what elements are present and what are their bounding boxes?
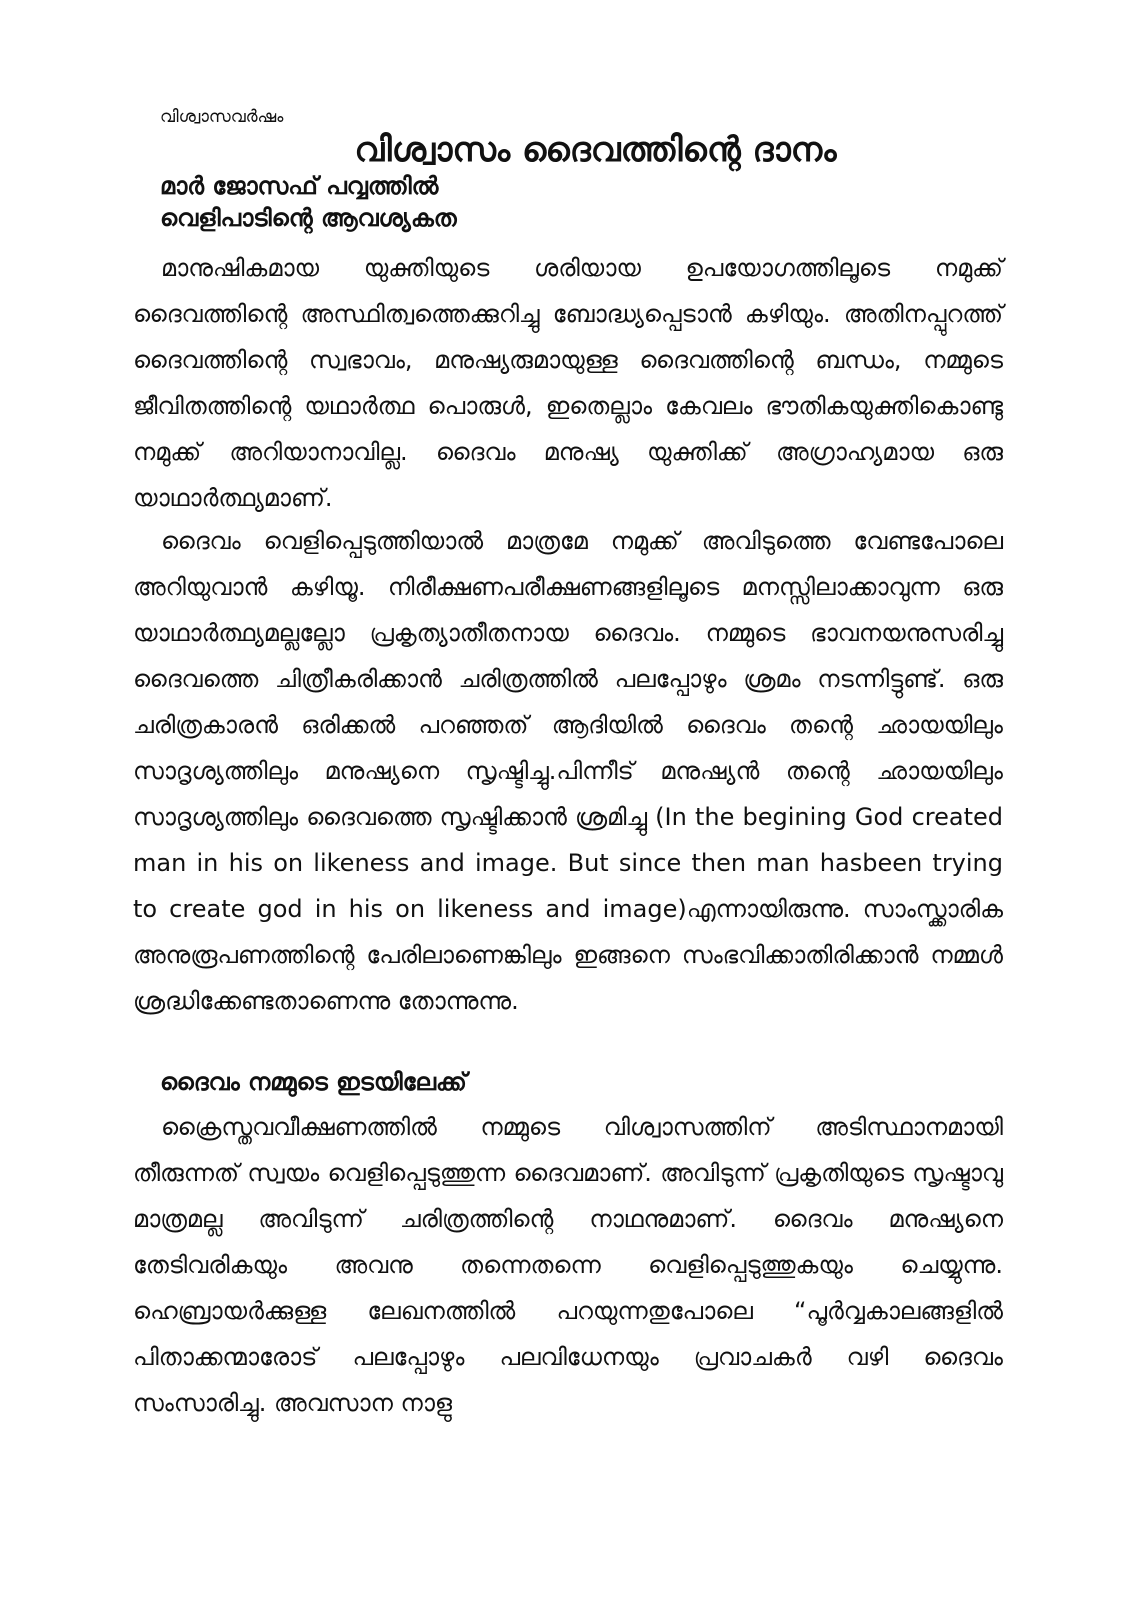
paragraph: ദൈവം വെളിപ്പെടുത്തിയാൽ മാത്രമേ നമുക്ക് അവിടുത്തെ വേണ്ടപോലെ അറിയുവാൻ കഴിയൂ. നിരീക്ഷണപരീക്ഷണങ്ങളിലൂടെ മനസ്സിലാക്കാവുന്ന ഒരു യാഥാർത്ഥ്യമല്ലല്ലോ പ്രകൃത്യാതീതനായ ദൈവം. നമ്മുടെ ഭാവനയനുസരിച്ചു ദൈവത്തെ ചിത്രീകരിക്കാൻ ചരിത്രത്തിൽ പലപ്പോഴും ശ്രമം നടന്നിട്ടുണ്ട്. ഒരു ചരിത്രകാരൻ ഒരിക്കൽ പറഞ്ഞത് ആദിയിൽ ദൈവം തന്റെ ഛായയിലും സാദൃശ്യത്തിലും മനുഷ്യനെ സൃഷ്ടിച്ചു.പിന്നീട് മനുഷ്യൻ തന്റെ ഛായയിലും സാദൃശ്യത്തിലും ദൈവത്തെ സൃഷ്ടിക്കാൻ ശ്രമിച്ചു (In the begining God created man in his on likeness and image. But since then man hasbeen trying to create god in his on likeness and image)എന്നായിരുന്നു. സാംസ്ക്കാരിക അനുരൂപണത്തിന്റെ പേരിലാണെങ്കിലും ഇങ്ങനെ സംഭവിക്കാതിരിക്കാൻ നമ്മൾ ശ്രദ്ധിക്കേണ്ടതാണെന്നു തോന്നുന്നു. bbox=[133, 527, 1003, 1015]
paragraph: മാനുഷികമായ യുക്തിയുടെ ശരിയായ ഉപയോഗത്തിലൂടെ നമുക്ക് ദൈവത്തിന്റെ അസ്ഥിത്വത്തെക്കുറിച്ചു ബോദ്ധ്യപ്പെടാൻ കഴിയും. അതിനപ്പുറത്ത് ദൈവത്തിന്റെ സ്വഭാവം, മനുഷ്യരുമായുള്ള ദൈവത്തിന്റെ ബന്ധം, നമ്മുടെ ജീവിതത്തിന്റെ യഥാർത്ഥ പൊരുൾ, ഇതെല്ലാം കേവലം ഭൗതികയുക്തികൊണ്ടു നമുക്ക് അറിയാനാവില്ല. ദൈവം മനുഷ്യ യുക്തിക്ക് അഗ്രാഹ്യമായ ഒരു യാഥാർത്ഥ്യമാണ്. bbox=[133, 254, 1003, 512]
section-heading: ദൈവം നമ്മുടെ ഇടയിലേക്ക് bbox=[160, 1068, 467, 1096]
section-heading: വെളിപാടിന്റെ ആവശ്യകത bbox=[160, 204, 457, 232]
series-label: വിശ്വാസവർഷം bbox=[160, 107, 284, 127]
author-name: മാർ ജോസഫ് പവ്വത്തിൽ bbox=[160, 172, 439, 200]
article-title: വിശ്വാസം ദൈവത്തിന്റെ ദാനം bbox=[354, 130, 837, 170]
paragraph: ക്രൈസ്തവവീക്ഷണത്തിൽ നമ്മുടെ വിശ്വാസത്തിന് അടിസ്ഥാനമായി തീരുന്നത് സ്വയം വെളിപ്പെടുത്തുന്ന ദൈവമാണ്. അവിടുന്ന് പ്രകൃതിയുടെ സൃഷ്ടാവു മാത്രമല്ല അവിടുന്ന് ചരിത്രത്തിന്റെ നാഥനുമാണ്. ദൈവം മനുഷ്യനെ തേടിവരികയും അവനു തന്നെതന്നെ വെളിപ്പെടുത്തുകയും ചെയ്യുന്നു. ഹെബ്രായർക്കുള്ള ലേഖനത്തിൽ പറയുന്നതുപോലെ “പൂർവ്വകാലങ്ങളിൽ പിതാക്കന്മാരോട് പലപ്പോഴും പലവിധേനയും പ്രവാചകർ വഴി ദൈവം സംസാരിച്ചു. അവസാന നാളു bbox=[133, 1113, 1003, 1417]
